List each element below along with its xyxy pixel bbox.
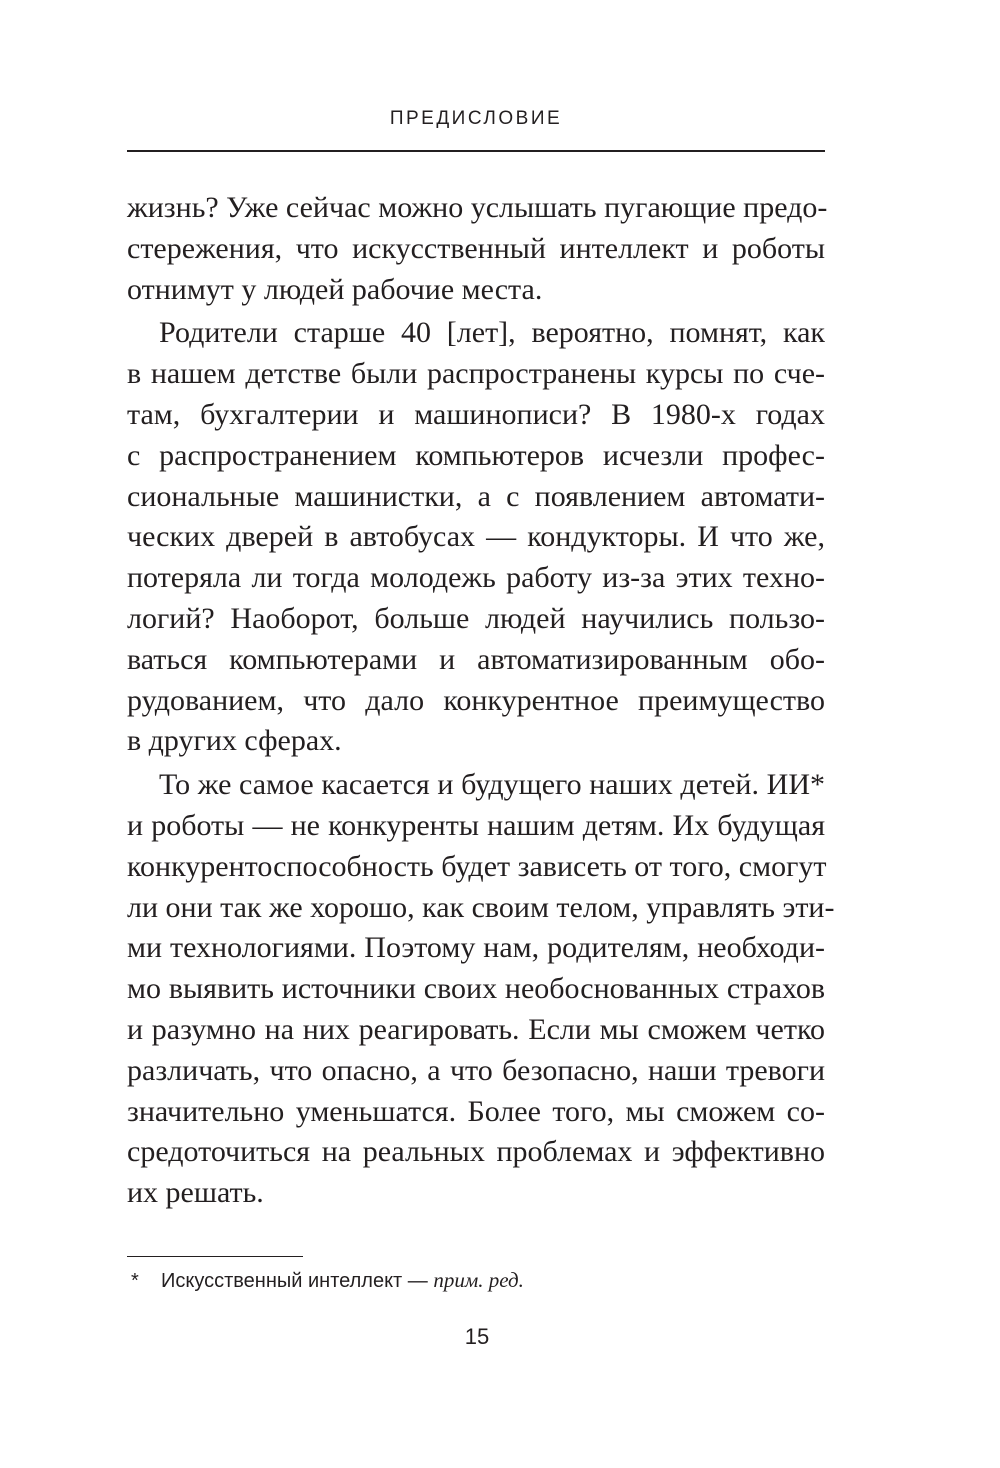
paragraph [127,313,825,762]
text-line: средоточиться на реальных проблемах и эффективно [127,1135,825,1169]
text-line: с распространением компьютеров исчезли профес- [127,438,825,472]
footnote [131,1268,524,1293]
footnote-marker: * [131,1270,139,1292]
text-line: сиональные машинистки, а с появлением автомати- [127,479,825,513]
text-line: мо выявить источники своих необоснованных страхов [127,972,825,1006]
text-line: в нашем детстве были распространены курсы по сче- [127,357,825,391]
text-line: конкурентоспособность будет зависеть от того, смогут [127,849,827,883]
main-text [127,188,835,1214]
page-number: 15 [464,1324,490,1349]
text-line: там, бухгалтерии и машинописи? В 1980-х годах [127,397,825,431]
text-line: различать, что опасно, а что безопасно, наши тревоги [127,1053,825,1087]
text-line: отнимут у людей рабочие места. [127,272,543,306]
text-line: стережения, что искусственный интеллект и роботы [127,231,825,265]
text-line: и разумно на них реагировать. Если мы сможем четко [127,1012,825,1046]
header-divider [127,150,825,152]
text-line: ми технологиями. Поэтому нам, родителям, необходи- [127,931,825,965]
text-line: жизнь? Уже сейчас можно услышать пугающие предо- [127,191,828,224]
footnote-editor-note: прим. ред. [433,1268,524,1292]
text-line: То же самое касается и будущего наших детей. ИИ* [159,768,825,802]
paragraph [127,765,835,1214]
paragraph [127,188,828,310]
text-line: рудованием, что дало конкурентное преимущество [127,683,825,717]
running-title: ПРЕДИСЛОВИЕ [389,108,563,129]
text-line: в других сферах. [127,724,342,758]
text-line: ли они так же хорошо, как своим телом, управлять эти- [127,890,835,924]
text-line: потеряла ли тогда молодежь работу из-за этих техно- [127,561,825,595]
text-line: значительно уменьшатся. Более того, мы сможем со- [127,1094,825,1128]
footnote-divider [127,1256,303,1257]
text-line: ваться компьютерами и автоматизированным обо- [127,642,825,676]
text-line: ческих дверей в автобусах — кондукторы. И что же, [127,520,825,554]
text-line: логий? Наоборот, больше людей научились пользо- [127,601,825,635]
text-line: Родители старше 40 [лет], вероятно, помнят, как [159,316,825,350]
text-line: их решать. [127,1176,264,1210]
footnote-text: Искусственный интеллект — [161,1270,434,1292]
text-line: и роботы — не конкуренты нашим детям. Их будущая [127,808,825,842]
